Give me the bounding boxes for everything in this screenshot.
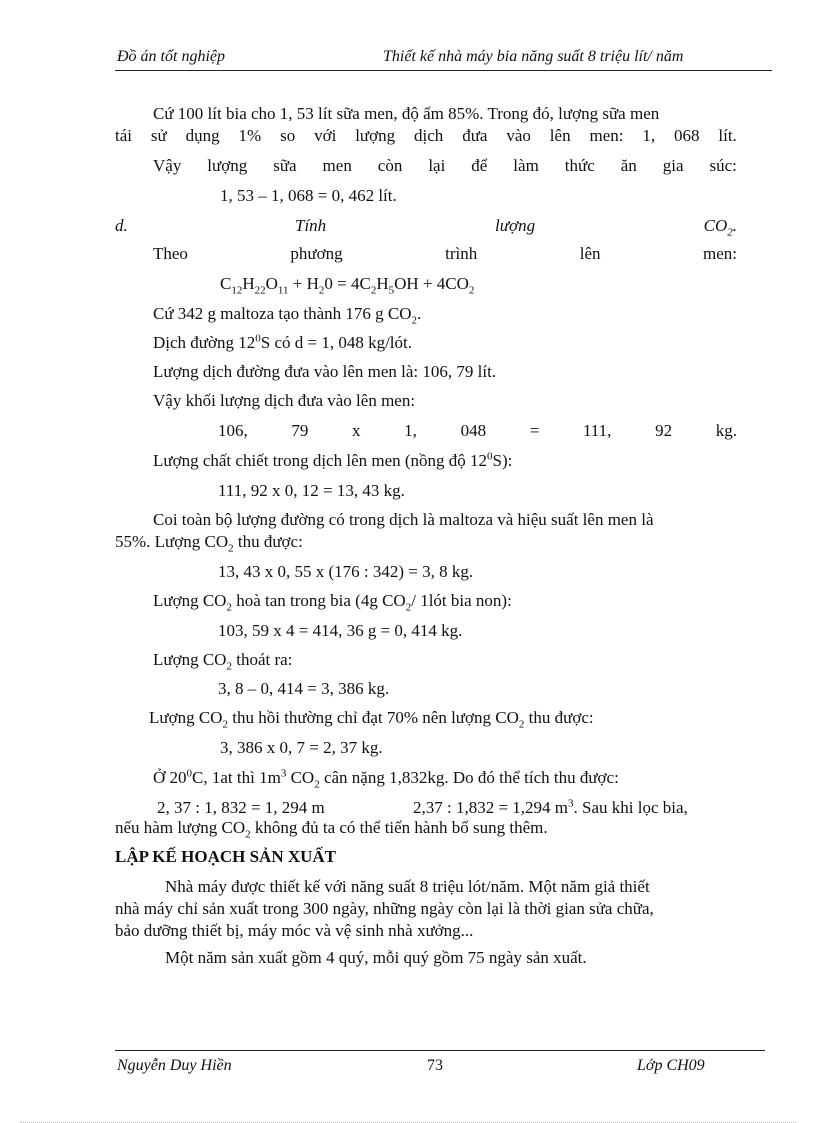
word: để xyxy=(471,156,488,175)
footer-author: Nguyễn Duy Hiền xyxy=(117,1057,232,1074)
text-line: Ở $20^0C$, 1at thì $1m^3$ $CO_2$ cân nặng 1,832kg. Do đó thể tích thu được: xyxy=(153,767,619,791)
word: đưa xyxy=(462,126,488,145)
header-right: Thiết kế nhà máy bia năng suất 8 triệu lít/ năm xyxy=(383,48,684,65)
section-title: LẬP KẾ HOẠCH SẢN XUẤT xyxy=(115,847,337,866)
word: 1% xyxy=(238,126,262,145)
word: dụng xyxy=(185,126,220,145)
equation: 3, 386 x 0, 7 = 2, 37 kg. xyxy=(220,738,383,757)
text-line: Lượng $CO_2$ thu hồi thường chỉ đạt 70% nên lượng $CO_2$ thu được: xyxy=(149,708,594,731)
footer-class: Lớp CH09 xyxy=(637,1057,705,1074)
word: 92 xyxy=(655,421,673,440)
text-line: Một năm sản xuất gồm 4 quý, mỗi quý gồm 75 ngày sản xuất. xyxy=(165,948,587,967)
text-line: Lượng $CO_2$ hoà tan trong bia (4g $CO_2/$ 1lót bia non): xyxy=(153,591,512,614)
word: súc: xyxy=(709,156,737,175)
word: lên xyxy=(549,126,571,145)
subsection-d xyxy=(115,215,737,237)
word: ăn xyxy=(620,156,637,175)
word: 106, xyxy=(218,421,248,440)
word: 79 xyxy=(291,421,309,440)
word: men: xyxy=(589,126,624,145)
text-line: Nhà máy được thiết kế với năng suất 8 triệu lót/năm. Một năm giả thiết xyxy=(165,877,650,896)
equation-justified xyxy=(218,420,737,442)
text-line: Vậy khối lượng dịch đưa vào lên men: xyxy=(153,391,416,410)
text-line: nhà máy chỉ sản xuất trong 300 ngày, những ngày còn lại là thời gian sửa chữa, xyxy=(115,899,654,918)
word: men xyxy=(322,156,352,175)
word: = xyxy=(529,421,540,440)
word: lượng xyxy=(207,156,248,175)
equation: 1, 53 – 1, 068 = 0, 462 lít. xyxy=(220,186,397,205)
word: gia xyxy=(662,156,684,175)
subsection-label: d. xyxy=(115,216,128,235)
para-line-justified xyxy=(153,155,737,177)
subsection-co2: $CO_2$. xyxy=(703,216,737,239)
text-line xyxy=(157,797,737,819)
reaction-equation: $C_{12}H_{22}O_{11} + H_20 = 4C_2H_5OH + 4CO_2$ xyxy=(220,274,475,297)
word: vào xyxy=(506,126,531,145)
word: kg. xyxy=(715,421,737,440)
equation: 103, 59 x 4 = 414, 36 g = 0, 414 kg. xyxy=(218,621,463,640)
page-footer xyxy=(115,1050,765,1075)
word: lại xyxy=(428,156,446,175)
text-line: Cứ 342 g maltoza tạo thành 176 g $CO_2$. xyxy=(153,304,422,327)
word: lít. xyxy=(718,126,737,145)
word: trình xyxy=(445,244,478,263)
word: 048 xyxy=(460,421,487,440)
equation-right: 2,37 : 1,832 = 1,294 $m^3$. Sau khi lọc bia, xyxy=(413,797,688,817)
page-number: 73 xyxy=(427,1057,443,1074)
header-left: Đồ án tốt nghiệp xyxy=(117,48,225,65)
word: 111, xyxy=(582,421,612,440)
word: men: xyxy=(702,244,737,263)
page-header xyxy=(115,48,772,71)
para-line-justified xyxy=(115,125,737,147)
para-line: Cứ 100 lít bia cho 1, 53 lít sữa men, độ ẩm 85%. Trong đó, lượng sữa men xyxy=(153,104,660,123)
word: làm xyxy=(513,156,539,175)
text-line: 55%. Lượng $CO_2$ thu được: xyxy=(115,532,303,555)
word: còn xyxy=(377,156,403,175)
word: phương xyxy=(290,244,343,263)
word: Theo xyxy=(153,244,188,263)
text-line: Lượng chất chiết trong dịch lên men (nồng độ $12^0S$): xyxy=(153,450,513,470)
text-line: Lượng $CO_2$ thoát ra: xyxy=(153,650,293,673)
word: lượng xyxy=(355,126,396,145)
word: so xyxy=(280,126,296,145)
word: Vậy xyxy=(153,156,182,175)
word: 1, xyxy=(642,126,656,145)
equation-left: 2, 37 : 1, 832 = 1, 294 m xyxy=(157,798,325,817)
word: sữa xyxy=(273,156,297,175)
word: 068 xyxy=(674,126,700,145)
text-line: Coi toàn bộ lượng đường có trong dịch là maltoza và hiệu suất lên men là xyxy=(153,510,654,529)
text-line: bảo dưỡng thiết bị, máy móc và vệ sinh nhà xưởng... xyxy=(115,921,474,940)
word: thức xyxy=(564,156,595,175)
word: với xyxy=(314,126,337,145)
word: tái xyxy=(115,126,132,145)
equation: 13, 43 x 0, 55 x (176 : 342) = 3, 8 kg. xyxy=(218,562,474,581)
word: x xyxy=(352,421,361,440)
text-line: Dịch đường $12^0S$ có d = 1, 048 kg/lót. xyxy=(153,332,413,352)
word: 1, xyxy=(404,421,417,440)
word: lên xyxy=(579,244,601,263)
text-line: nếu hàm lượng $CO_2$ không đủ ta có thể tiến hành bổ sung thêm. xyxy=(115,818,548,841)
word: dịch xyxy=(414,126,444,145)
equation: 3, 8 – 0, 414 = 3, 386 kg. xyxy=(218,679,390,698)
subsection-word: Tính xyxy=(295,216,327,235)
subsection-word: lượng xyxy=(495,216,536,235)
para-line-justified xyxy=(153,243,737,265)
text-line: Lượng dịch đường đưa vào lên men là: 106, 79 lít. xyxy=(153,362,497,381)
word: sử xyxy=(150,126,167,145)
equation: 111, 92 x 0, 12 = 13, 43 kg. xyxy=(218,481,405,500)
